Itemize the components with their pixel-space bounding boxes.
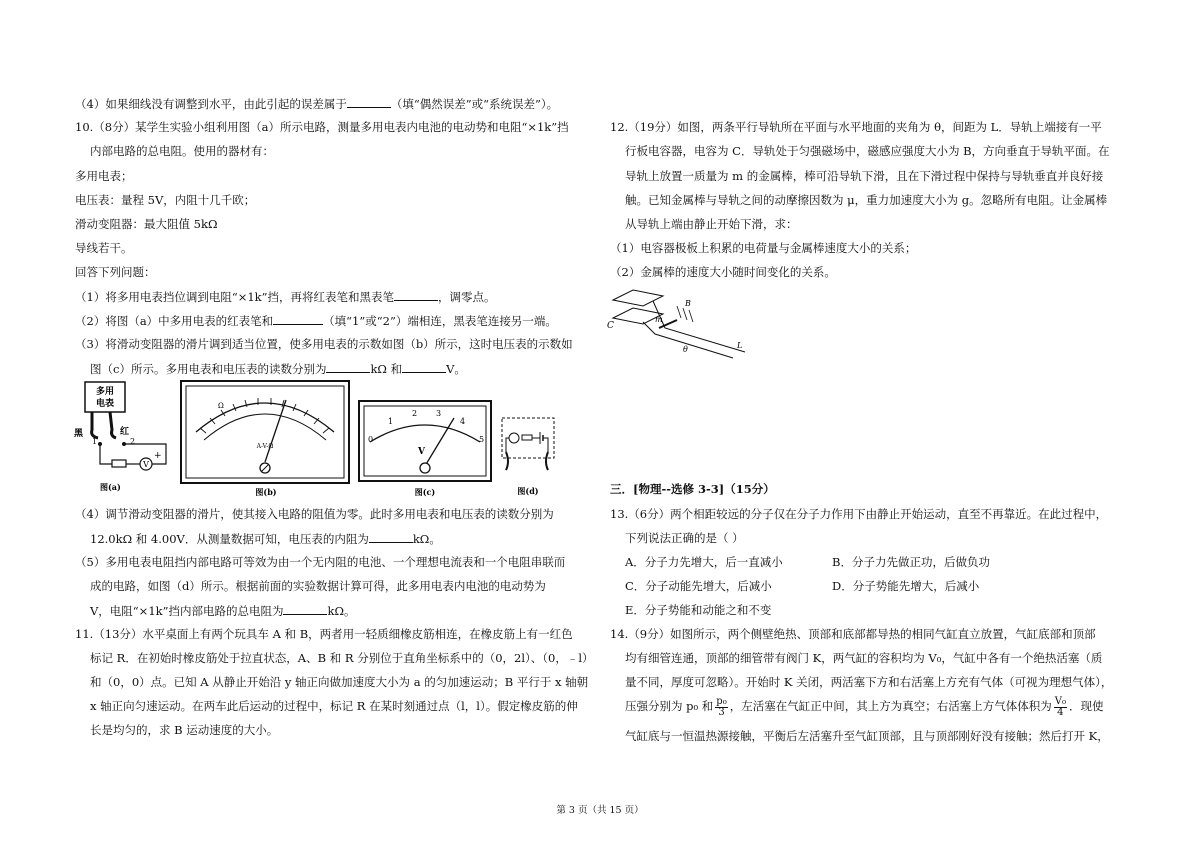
q13-option-a: A．分子力先增大，后一直减小	[625, 555, 783, 569]
text: V。	[446, 362, 466, 376]
q11-stem-5: 长是均匀的，求 B 运动速度的大小。	[90, 723, 279, 737]
q10-part3-2	[90, 360, 466, 377]
q12-stem-4: 触。已知金属棒与导轨之间的动摩擦因数为 μ，重力加速度大小为 g。忽略所有电阻。让金属棒	[625, 193, 1108, 207]
q14-stem-2: 均有细管连通，顶部的细管带有阀门 K，两气缸的容积均为 V₀，气缸中各有一个绝热活塞（质	[625, 651, 1103, 665]
numerator: V₀	[1054, 695, 1066, 707]
ammeter-symbol	[509, 433, 519, 443]
q14-stem-5: 气缸底与一恒温热源接触，平衡后左活塞升至气缸顶部，且与顶部刚好没有接触；然后打开 K，	[625, 729, 1109, 743]
black-probe	[92, 412, 98, 438]
section-3-heading: 三．[物理--选修 3-3]（15分）	[610, 482, 775, 496]
answer-blank	[326, 360, 370, 373]
q12-part1: （1）电容器极板上积累的电荷量与金属棒速度大小的关系；	[610, 241, 917, 255]
fraction-p0-3	[715, 697, 727, 718]
answer-blank	[394, 288, 438, 301]
voltmeter-screw	[420, 463, 430, 473]
numerator: p₀	[716, 695, 727, 707]
q10-equipment-3: 滑动变阻器：最大阻值 5kΩ	[75, 217, 218, 231]
text: （填“偶然误差”或“系统误差”）。	[390, 97, 559, 111]
probes	[506, 452, 548, 470]
q10-stem-1: 10.（8分）某学生实验小组利用图（a）所示电路，测量多用电表内电池的电动势和电阻“×1k”挡	[75, 120, 569, 134]
q14-stem-3: 量不同，厚度可忽略）。开始时 K 关闭，两活塞下方和右活塞上方充有气体（可视为理想气体），	[625, 675, 1113, 689]
tick-label: 0	[368, 435, 374, 444]
q9-part4	[75, 95, 558, 112]
tick-label: 4	[460, 417, 466, 426]
figure-c-voltmeter	[356, 398, 496, 498]
answer-blank	[283, 602, 327, 615]
q11-stem-4: x 轴正向匀速运动。在两车此后运动的过程中，标记 R 在某时刻通过点（l，l）。假定橡皮筋的伸	[90, 699, 578, 713]
q11-stem-1: 11.（13分）水平桌面上有两个玩具车 A 和 B，两者用一轻质细橡皮筋相连，在橡皮筋上有一红色	[75, 627, 573, 641]
q12-stem-5: 从导轨上端由静止开始下滑，求：	[625, 217, 798, 231]
terminal-2-label: 2	[130, 437, 136, 446]
q13-option-b: B．分子力先做正功，后做负功	[832, 555, 990, 569]
text: kΩ。	[327, 604, 356, 618]
figure-b-caption: 图(b)	[255, 487, 277, 497]
q13-option-c: C．分子动能先增大，后减小	[625, 579, 772, 593]
q13-stem-1: 13.（6分）两个相距较远的分子仅在分子力作用下由静止开始运动，直至不再靠近。在此过程中，	[610, 507, 1108, 521]
figure-a-caption: 图(a)	[100, 482, 121, 492]
wire	[100, 444, 112, 464]
q14-stem-4	[625, 694, 1103, 718]
q11-stem-3: 和（0，0）点。已知 A 从静止开始沿 y 轴正向做加速度大小为 a 的匀加速运动；B 平行于 x 轴朝	[90, 675, 589, 689]
terminal-1-label: 1	[92, 437, 98, 446]
multimeter-label-2: 电表	[95, 399, 115, 409]
capacitor-label: C	[607, 321, 614, 331]
mass-label: m	[655, 315, 663, 324]
answer-blank	[369, 530, 413, 543]
q10-part5-1: （5）多用电表电阻挡内部电路可等效为由一个无内阻的电池、一个理想电流表和一个电阻串联而	[75, 555, 566, 569]
q13-option-d: D．分子势能先增大，后减小	[832, 579, 980, 593]
resistor-symbol	[522, 435, 532, 440]
field-label: B	[685, 299, 691, 308]
plus-sign: +	[154, 451, 162, 461]
ohm-unit: Ω	[218, 402, 224, 410]
voltmeter-label: V	[143, 460, 149, 469]
text: （1）将多用电表挡位调到电阻“×1k”挡，再将红表笔和黑表笔	[75, 290, 394, 304]
tick-label: 3	[436, 409, 442, 418]
tick-label: 1	[388, 417, 394, 426]
denominator: 3	[718, 706, 725, 718]
page-footer: 第 3 页（共 15 页）	[556, 805, 644, 816]
field-arrows	[677, 306, 693, 322]
q10-equipment-1: 多用电表；	[75, 169, 133, 183]
fraction-v0-4	[1054, 697, 1067, 718]
answer-blank	[347, 95, 391, 108]
text: （4）如果细线没有调整到水平，由此引起的误差属于	[75, 97, 347, 111]
q13-stem-2: 下列说法正确的是（ ）	[625, 531, 744, 545]
text: 压强分别为 p₀ 和	[625, 699, 714, 713]
q12-stem-3: 导轨上放置一质量为 m 的金属棒，棒可沿导轨下滑，且在下滑过程中保持与导轨垂直并良好接	[625, 169, 1104, 183]
denominator: 4	[1057, 706, 1064, 718]
q10-equipment-2: 电压表：量程 5V，内阻十几千欧；	[75, 193, 256, 207]
q11-stem-2: 标记 R．在初始时橡皮筋处于拉直状态，A、B 和 R 分别位于直角坐标系中的（0，2l）、（0，﹣l）	[90, 651, 594, 665]
q12-stem-2: 行板电容器，电容为 C．导轨处于匀强磁场中，磁感应强度大小为 B，方向垂直于导轨平面。在	[625, 144, 1110, 158]
q10-part2	[75, 312, 557, 329]
q10-part5-2: 成的电路，如图（d）所示。根据前面的实验数据计算可得，此多用电表内电池的电动势为	[90, 579, 546, 593]
q12-stem-1: 12.（19分）如图，两条平行导轨所在平面与水平地面的夹角为 θ，间距为 L．导轨上端接有一平	[610, 120, 1102, 134]
text: ，左活塞在气缸正中间，其上方为真空；右活塞上方气体体积为	[729, 699, 1052, 713]
rheostat	[112, 460, 126, 467]
figure-b-multimeter	[178, 378, 354, 498]
text: （2）将图（a）中多用电表的红表笔和	[75, 314, 274, 328]
text: kΩ 和	[370, 362, 403, 376]
rails	[643, 301, 745, 358]
tick-label: 5	[479, 435, 485, 444]
figure-d-equivalent	[498, 414, 560, 498]
q12-part2: （2）金属棒的速度大小随时间变化的关系。	[610, 265, 836, 279]
q13-option-e: E．分子势能和动能之和不变	[625, 603, 772, 617]
red-probe	[110, 412, 116, 438]
text: 图（c）所示。多用电表和电压表的读数分别为	[90, 362, 327, 376]
meter-mark: A-V-Ω	[256, 443, 274, 450]
text: V，电阻“×1k”挡内部电路的总电阻为	[90, 604, 284, 618]
answer-blank	[402, 360, 446, 373]
black-label: 黑	[74, 429, 84, 439]
q10-equipment-4: 导线若干。	[75, 241, 133, 255]
q10-part4-1: （4）调节滑动变阻器的滑片，使其接入电路的阻值为零。此时多用电表和电压表的读数分别为	[75, 507, 554, 521]
voltmeter-unit: V	[418, 447, 425, 457]
text: ．现使	[1068, 699, 1104, 713]
q10-part5-3	[90, 602, 356, 619]
multimeter-label-1: 多用	[95, 387, 115, 397]
q10-part1	[75, 288, 496, 305]
q12-figure-rails	[605, 288, 755, 360]
tick-label: 2	[412, 409, 418, 418]
spacing-label: L	[737, 341, 743, 350]
angle-label: θ	[683, 345, 688, 354]
q10-part4-2	[90, 530, 441, 547]
figure-c-caption: 图(c)	[414, 487, 436, 497]
figure-d-caption: 图(d)	[517, 486, 539, 496]
text: ，调零点。	[438, 290, 496, 304]
capacitor-top-plate	[613, 290, 663, 306]
q10-stem-2: 内部电路的总电阻。使用的器材有：	[90, 144, 274, 158]
red-label: 红	[120, 427, 130, 437]
q14-stem-1: 14.（9分）如图所示，两个侧壁绝热、顶部和底部都导热的相同气缸直立放置，气缸底部和顶部	[610, 627, 1096, 641]
q10-answer-prompt: 回答下列问题：	[75, 265, 156, 279]
text: kΩ。	[412, 532, 441, 546]
text: （填“1”或“2”）端相连，黑表笔连接另一端。	[323, 314, 557, 328]
text: 12.0kΩ 和 4.00V．从测量数据可知，电压表的内阻为	[90, 532, 369, 546]
answer-blank	[273, 312, 323, 325]
q10-part3-1: （3）将滑动变阻器的滑片调到适当位置，使多用电表的示数如图（b）所示，这时电压表的示数如	[75, 337, 573, 351]
figure-a-circuit	[70, 378, 175, 496]
